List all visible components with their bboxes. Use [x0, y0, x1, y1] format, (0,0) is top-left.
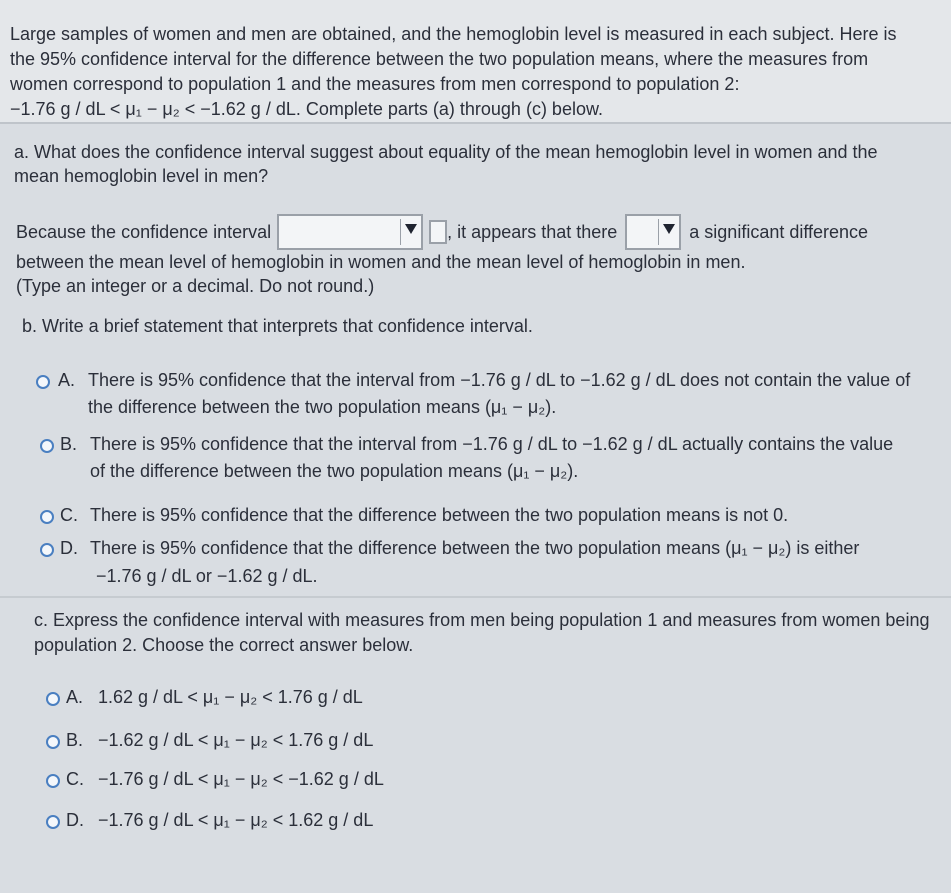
value-input[interactable] — [429, 220, 447, 244]
option-letter: C. — [66, 769, 84, 789]
part-c-question — [34, 608, 944, 658]
option-letter: D. — [66, 810, 84, 830]
radio-button[interactable] — [46, 815, 60, 829]
option-text: −1.62 g / dL < μ₁ − μ₂ < 1.76 g / dL — [98, 730, 374, 750]
fill-hint: (Type an integer or a decimal. Do not round.) — [16, 276, 375, 296]
intro-line: the 95% confidence interval for the difference between the two population means, where the measures from — [10, 49, 869, 69]
option-letter: A. — [58, 370, 76, 390]
fill-middle: , it appears that there — [447, 222, 618, 242]
part-a-question — [14, 140, 934, 188]
option-letter: B. — [60, 434, 78, 454]
fill-suffix: a significant difference — [689, 222, 869, 242]
radio-button[interactable] — [40, 439, 54, 453]
option-text: the difference between the two population means (μ₁ − μ₂). — [88, 397, 557, 417]
dropdown-divider — [400, 219, 401, 245]
option-text: There is 95% confidence that the difference between the two population means is not 0. — [90, 505, 789, 525]
radio-button[interactable] — [46, 735, 60, 749]
dropdown-divider — [658, 219, 659, 245]
radio-button[interactable] — [46, 774, 60, 788]
option-text: 1.62 g / dL < μ₁ − μ₂ < 1.76 g / dL — [98, 687, 363, 707]
fill-prefix: Because the confidence interval — [16, 222, 272, 242]
option-letter: A. — [66, 687, 84, 707]
part-a-question-line: mean hemoglobin level in men? — [14, 166, 269, 186]
part-b-question: b. Write a brief statement that interprets that confidence interval. — [22, 316, 533, 336]
option-text: −1.76 g / dL < μ₁ − μ₂ < 1.62 g / dL — [98, 810, 374, 830]
part-c-question-line: c. Express the confidence interval with measures from men being population 1 and measures from women being — [34, 610, 930, 630]
option-text: There is 95% confidence that the difference between the two population means (μ₁ − μ₂) is either — [90, 538, 860, 558]
fill-line-2: between the mean level of hemoglobin in women and the mean level of hemoglobin in men. — [16, 252, 746, 272]
interval-relation-dropdown[interactable] — [277, 214, 423, 250]
option-text: −1.76 g / dL < μ₁ − μ₂ < −1.62 g / dL — [98, 769, 384, 789]
chevron-down-icon — [405, 224, 417, 234]
intro-line: −1.76 g / dL < μ₁ − μ₂ < −1.62 g / dL. Complete parts (a) through (c) below. — [10, 99, 603, 119]
significance-dropdown[interactable] — [625, 214, 681, 250]
option-text: There is 95% confidence that the interval from −1.76 g / dL to −1.62 g / dL does not contain the value of — [88, 370, 911, 390]
radio-button[interactable] — [40, 543, 54, 557]
problem-statement — [0, 0, 951, 124]
part-c-question-line: population 2. Choose the correct answer below. — [34, 635, 414, 655]
intro-line: women correspond to population 1 and the measures from men correspond to population 2: — [10, 74, 740, 94]
option-letter: C. — [60, 505, 78, 525]
option-letter: D. — [60, 538, 78, 558]
part-a-answer-sentence — [16, 214, 936, 298]
option-text: There is 95% confidence that the interval from −1.76 g / dL to −1.62 g / dL actually contains the value — [90, 434, 894, 454]
section-divider — [0, 596, 951, 598]
part-a-question-line: a. What does the confidence interval suggest about equality of the mean hemoglobin level in women and the — [14, 142, 878, 162]
radio-button[interactable] — [46, 692, 60, 706]
intro-line: Large samples of women and men are obtained, and the hemoglobin level is measured in each subject. Here is — [10, 24, 897, 44]
chevron-down-icon — [663, 224, 675, 234]
radio-button[interactable] — [40, 510, 54, 524]
option-letter: B. — [66, 730, 84, 750]
option-text: of the difference between the two population means (μ₁ − μ₂). — [90, 461, 579, 481]
option-text: −1.76 g / dL or −1.62 g / dL. — [96, 566, 318, 586]
radio-button[interactable] — [36, 375, 50, 389]
